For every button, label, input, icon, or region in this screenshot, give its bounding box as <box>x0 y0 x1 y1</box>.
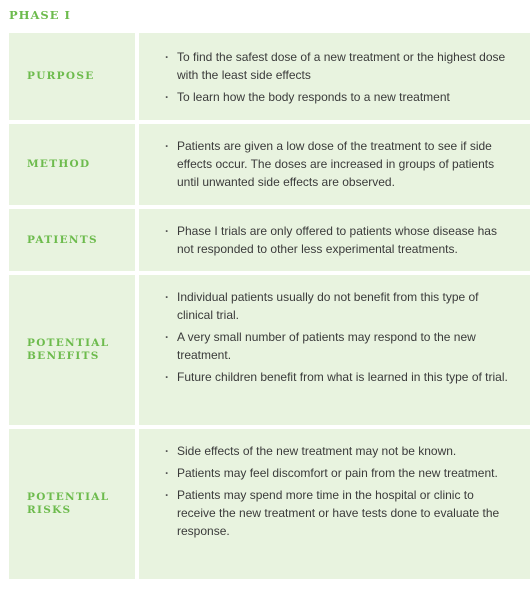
row-patients <box>9 209 530 271</box>
bullet-item: · Patients are given a low dose of the treatment to see if side effects occur. The doses are increased in groups of patients until unwanted side effects are observed. <box>165 137 510 191</box>
row-potential-benefits <box>9 275 530 425</box>
bullet-item: · Patients may spend more time in the hospital or clinic to receive the new treatment or have tests done to evaluate the response. <box>165 486 510 540</box>
phase-table <box>9 33 530 583</box>
label-cell <box>9 209 135 271</box>
row-label: PURPOSE <box>27 70 95 82</box>
phase-title: PHASE I <box>9 8 71 22</box>
row-label: POTENTIAL RISKS <box>27 491 110 516</box>
bullet-item: · Phase I trials are only offered to patients whose disease has not responded to other less experimental treatments. <box>165 222 510 258</box>
row-method <box>9 124 530 205</box>
bullet-item: · To find the safest dose of a new treatment or the highest dose with the least side effects <box>165 48 510 84</box>
label-cell <box>9 33 135 120</box>
bullet-item: · Individual patients usually do not benefit from this type of clinical trial. <box>165 288 510 324</box>
bullet-item: · Patients may feel discomfort or pain from the new treatment. <box>165 464 510 482</box>
label-cell <box>9 124 135 205</box>
label-cell <box>9 275 135 425</box>
row-potential-risks <box>9 429 530 579</box>
row-label: POTENTIAL BENEFITS <box>27 337 110 362</box>
content-cell <box>139 209 530 271</box>
row-purpose <box>9 33 530 120</box>
label-cell <box>9 429 135 579</box>
content-cell <box>139 429 530 579</box>
row-label: PATIENTS <box>27 233 98 246</box>
bullet-item: · To learn how the body responds to a new treatment <box>165 88 510 106</box>
bullet-item: · Side effects of the new treatment may not be known. <box>165 442 510 460</box>
content-cell <box>139 275 530 425</box>
content-cell <box>139 124 530 205</box>
bullet-item: · A very small number of patients may respond to the new treatment. <box>165 328 510 364</box>
bullet-item: · Future children benefit from what is learned in this type of trial. <box>165 368 510 386</box>
content-cell <box>139 33 530 120</box>
row-label: METHOD <box>27 158 91 170</box>
